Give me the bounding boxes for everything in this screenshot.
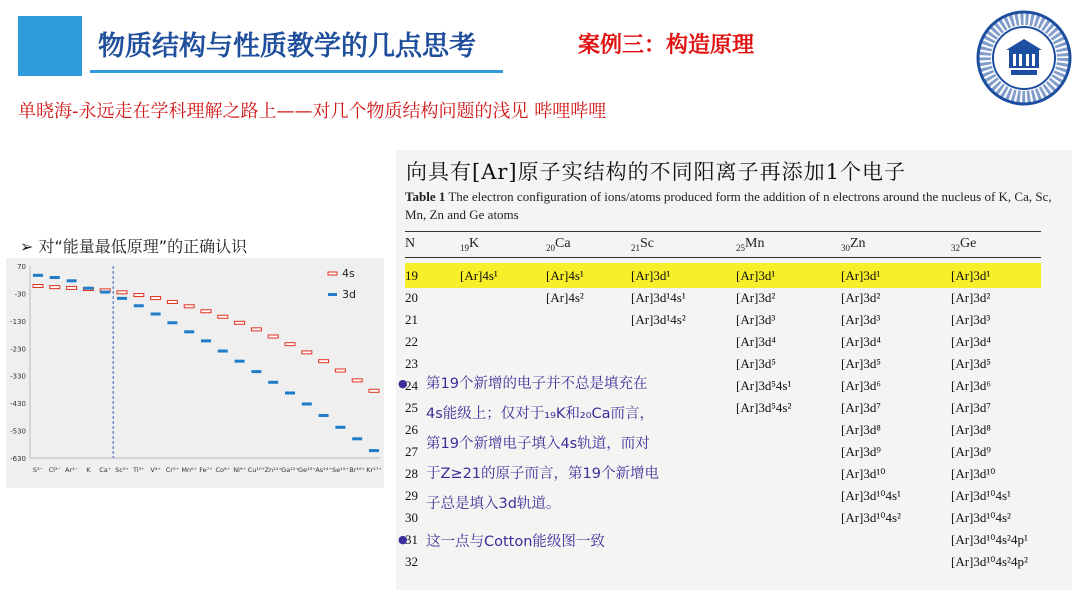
cell-23-zn: [Ar]3d⁵ <box>841 356 881 371</box>
point-3d <box>285 391 295 394</box>
cell-20-n: 20 <box>405 290 418 305</box>
y-tick-label: 70 <box>17 263 26 271</box>
col-header-k <box>460 236 479 253</box>
cell-30-ge: [Ar]3d¹⁰4s² <box>951 510 1011 525</box>
point-3d <box>151 313 161 316</box>
cell-30-zn: [Ar]3d¹⁰4s² <box>841 510 901 525</box>
cell-23-mn: [Ar]3d⁵ <box>736 356 776 371</box>
cell-24-zn: [Ar]3d⁶ <box>841 378 881 393</box>
x-tick-label: Se¹⁵⁺ <box>332 466 349 474</box>
cell-25-mn: [Ar]3d⁵4s² <box>736 400 792 415</box>
col-header-subscript: 19 <box>460 242 469 253</box>
header-accent-square <box>18 16 82 76</box>
col-header-symbol: Ge <box>960 236 977 251</box>
point-3d <box>302 402 312 405</box>
cell-19-ca: [Ar]4s¹ <box>546 268 584 283</box>
point-3d <box>167 321 177 324</box>
cell-20-zn: [Ar]3d² <box>841 290 881 305</box>
point-3d <box>352 437 362 440</box>
point-4s <box>268 335 278 338</box>
cell-22-zn: [Ar]3d⁴ <box>841 334 881 349</box>
cell-20-sc: [Ar]3d¹4s¹ <box>631 290 686 305</box>
note-line: 第19个新增的电子并不总是填充在 <box>426 376 648 392</box>
col-header-subscript: 25 <box>736 242 745 253</box>
panel-heading: 向具有[Ar]原子实结构的不同阳离子再添加1个电子 <box>406 160 906 184</box>
x-tick-label: Cr⁵⁺ <box>165 466 180 474</box>
col-header-zn <box>841 236 866 253</box>
cell-24-ge: [Ar]3d⁶ <box>951 378 991 393</box>
cell-26-n: 26 <box>405 422 418 437</box>
point-4s <box>167 300 177 303</box>
cell-21-mn: [Ar]3d³ <box>736 312 776 327</box>
point-3d <box>369 449 379 452</box>
cell-30-n: 30 <box>405 510 418 525</box>
chart-heading: ➢ 对“能量最低原理”的正确认识 <box>20 237 248 256</box>
cell-21-ge: [Ar]3d³ <box>951 312 991 327</box>
x-tick-label: Fe⁷⁺ <box>199 466 213 474</box>
legend-label-4s: 4s <box>342 267 355 280</box>
page-title: 物质结构与性质教学的几点思考 <box>98 31 476 62</box>
x-tick-label: Ca⁺ <box>99 466 112 474</box>
point-4s <box>335 369 345 372</box>
cell-20-ca: [Ar]4s² <box>546 290 584 305</box>
col-header-symbol: K <box>469 236 480 251</box>
y-tick-label: -630 <box>10 455 26 463</box>
point-3d <box>184 330 194 333</box>
point-3d <box>50 276 60 279</box>
point-4s <box>67 286 77 289</box>
cell-32-n: 32 <box>405 554 418 569</box>
caption-text: The electron configuration of ions/atoms produced form the addition of n electrons around the nucleus of K, Ca, Sc, Mn, Zn and Ge atoms <box>405 189 1052 222</box>
point-4s <box>235 321 245 324</box>
x-tick-label: Ni⁹⁺ <box>233 466 246 474</box>
table-head-rule <box>405 257 1041 258</box>
col-header-subscript: 21 <box>631 242 640 253</box>
cell-31-n: 31 <box>405 532 418 547</box>
note-line: 于Z≥21的原子而言，第19个新增电 <box>426 466 659 482</box>
note-line: 4s能级上；仅对于₁₉K和₂₀Ca而言， <box>426 406 655 422</box>
cell-28-n: 28 <box>405 466 418 481</box>
x-tick-label: Br¹⁶⁺ <box>349 466 366 474</box>
x-tick-label: Ge¹³⁺ <box>297 466 316 474</box>
y-tick-label: -130 <box>10 317 26 326</box>
col-header-ca <box>546 236 571 253</box>
cell-19-mn: [Ar]3d¹ <box>736 268 776 283</box>
cell-20-mn: [Ar]3d² <box>736 290 776 305</box>
point-3d <box>235 360 245 363</box>
cell-19-ge: [Ar]3d¹ <box>951 268 991 283</box>
y-tick-label: -430 <box>10 400 26 409</box>
point-4s <box>134 294 144 297</box>
point-3d <box>251 370 261 373</box>
cell-26-ge: [Ar]3d⁸ <box>951 422 991 437</box>
cell-19-zn: [Ar]3d¹ <box>841 268 881 283</box>
point-3d <box>218 350 228 353</box>
cell-28-ge: [Ar]3d¹⁰ <box>951 466 996 481</box>
cell-27-ge: [Ar]3d⁹ <box>951 444 991 459</box>
point-4s <box>201 310 211 313</box>
x-tick-label: Ar¹⁻ <box>65 466 79 474</box>
col-header-ge <box>951 236 976 253</box>
caption-label: Table 1 <box>405 189 446 204</box>
school-seal-icon <box>976 10 1072 106</box>
cell-27-zn: [Ar]3d⁹ <box>841 444 881 459</box>
x-tick-label: S³⁻ <box>32 466 44 474</box>
subtitle-reference: 单晓海-永远走在学科理解之路上——对几个物质结构问题的浅见 哔哩哔哩 <box>18 101 607 122</box>
cell-20-ge: [Ar]3d² <box>951 290 991 305</box>
col-header-symbol: Mn <box>745 236 765 251</box>
point-3d <box>201 339 211 342</box>
table-top-rule <box>405 231 1041 232</box>
cell-19-k: [Ar]4s¹ <box>460 268 498 283</box>
cell-19-sc: [Ar]3d¹ <box>631 268 671 283</box>
cell-27-n: 27 <box>405 444 418 459</box>
point-3d <box>83 287 93 290</box>
cell-25-ge: [Ar]3d⁷ <box>951 400 991 415</box>
col-header-n: N <box>405 236 416 251</box>
point-4s <box>218 315 228 318</box>
point-4s <box>285 343 295 346</box>
point-4s <box>117 291 127 294</box>
cell-28-zn: [Ar]3d¹⁰ <box>841 466 886 481</box>
cell-26-zn: [Ar]3d⁸ <box>841 422 881 437</box>
point-4s <box>251 328 261 331</box>
table-caption <box>405 188 1055 224</box>
cell-22-mn: [Ar]3d⁴ <box>736 334 776 349</box>
col-header-subscript: 20 <box>546 242 555 253</box>
row-19-highlight <box>405 263 1041 288</box>
x-tick-label: Co⁸⁺ <box>215 466 231 474</box>
cell-21-sc: [Ar]3d¹4s² <box>631 312 686 327</box>
cell-23-ge: [Ar]3d⁵ <box>951 356 991 371</box>
y-tick-label: -330 <box>10 372 26 381</box>
cell-22-n: 22 <box>405 334 418 349</box>
cell-21-n: 21 <box>405 312 418 327</box>
cell-21-zn: [Ar]3d³ <box>841 312 881 327</box>
point-4s <box>319 360 329 363</box>
col-header-sc <box>631 236 654 253</box>
cell-19-n: 19 <box>405 268 418 283</box>
point-3d <box>335 426 345 429</box>
energy-level-chart <box>6 258 384 488</box>
x-tick-label: Kr¹⁷⁺ <box>366 466 382 474</box>
cell-25-n: 25 <box>405 400 418 415</box>
cell-29-n: 29 <box>405 488 418 503</box>
legend-swatch-3d <box>328 293 337 296</box>
cell-25-zn: [Ar]3d⁷ <box>841 400 881 415</box>
cell-29-zn: [Ar]3d¹⁰4s¹ <box>841 488 901 503</box>
point-4s <box>369 389 379 392</box>
x-tick-label: Cl²⁻ <box>48 466 61 474</box>
x-tick-label: Ga¹²⁺ <box>281 466 299 474</box>
legend-swatch-4s <box>328 272 337 275</box>
legend-label-3d: 3d <box>342 288 356 301</box>
point-4s <box>151 297 161 300</box>
x-tick-label: Cu¹⁰⁺ <box>247 466 266 474</box>
x-tick-label: K <box>86 466 91 474</box>
note-line: 第19个新增电子填入4s轨道，而对 <box>426 436 650 452</box>
cell-23-n: 23 <box>405 356 418 371</box>
y-tick-label: -230 <box>10 345 26 354</box>
point-4s <box>352 379 362 382</box>
x-tick-label: Zn¹¹⁺ <box>264 466 282 474</box>
point-4s <box>33 285 43 288</box>
x-tick-label: V⁴⁺ <box>150 466 161 474</box>
col-header-mn <box>736 236 764 253</box>
x-tick-label: Sc²⁺ <box>115 466 129 474</box>
cell-29-ge: [Ar]3d¹⁰4s¹ <box>951 488 1011 503</box>
note-bullet-icon: ● <box>398 377 408 390</box>
col-header-symbol: Ca <box>555 236 571 251</box>
note-bullet-icon: ● <box>398 533 408 546</box>
cell-32-ge: [Ar]3d¹⁰4s²4p² <box>951 554 1028 569</box>
point-3d <box>319 414 329 417</box>
col-header-subscript: 32 <box>951 242 960 253</box>
case-title: 案例三：构造原理 <box>578 33 755 58</box>
point-3d <box>100 291 110 294</box>
x-tick-label: Ti³⁺ <box>132 466 145 474</box>
table-panel <box>396 150 1072 590</box>
cell-24-n: 24 <box>405 378 418 393</box>
x-tick-label: As¹⁴⁺ <box>315 466 332 474</box>
col-header-subscript: 30 <box>841 242 850 253</box>
y-tick-label: -30 <box>14 290 26 299</box>
point-3d <box>33 274 43 277</box>
y-tick-label: -530 <box>10 427 26 436</box>
point-4s <box>184 305 194 308</box>
col-header-symbol: Zn <box>850 236 866 251</box>
title-underline <box>90 70 503 73</box>
cell-24-mn: [Ar]3d⁵4s¹ <box>736 378 792 393</box>
note-line: 子总是填入3d轨道。 <box>426 496 561 512</box>
x-tick-label: Mn⁶⁺ <box>181 466 198 474</box>
point-3d <box>67 279 77 282</box>
point-4s <box>50 286 60 289</box>
cell-31-ge: [Ar]3d¹⁰4s²4p¹ <box>951 532 1028 547</box>
cell-22-ge: [Ar]3d⁴ <box>951 334 991 349</box>
point-3d <box>268 381 278 384</box>
col-header-symbol: Sc <box>640 236 654 251</box>
point-3d <box>134 304 144 307</box>
point-4s <box>302 351 312 354</box>
note-cotton-text: 这一点与Cotton能级图一致 <box>426 534 605 550</box>
point-3d <box>117 297 127 300</box>
